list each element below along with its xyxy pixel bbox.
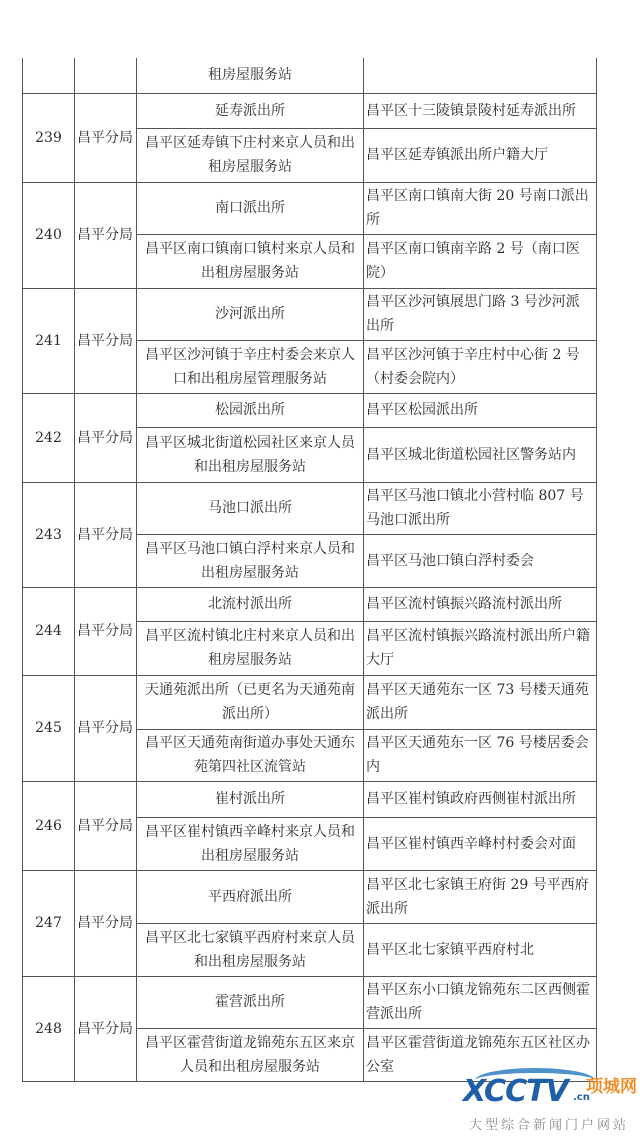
watermark-brand: XCCTV: [463, 1074, 568, 1109]
table-row: [23, 675, 597, 729]
table-row-continuation: [23, 58, 597, 93]
cell-address: 昌平区马池口镇白浮村委会: [364, 534, 597, 587]
cell-address: 昌平区霍营街道龙锦苑东五区社区办公室: [364, 1028, 597, 1081]
cell-address: [364, 58, 597, 93]
cell-bureau: 昌平分局: [75, 482, 137, 587]
cell-address: 昌平区十三陵镇景陵村延寿派出所: [364, 93, 597, 128]
table-row: [23, 976, 597, 1028]
cell-station: 昌平区北七家镇平西府村来京人员和出租房屋服务站: [137, 923, 364, 976]
cell-no: 242: [23, 393, 75, 482]
cell-bureau: 昌平分局: [75, 587, 137, 675]
cell-address: 昌平区松园派出所: [364, 393, 597, 427]
cell-no: 239: [23, 93, 75, 182]
site-watermark-logo: [455, 1062, 640, 1138]
table-row: [23, 182, 597, 234]
cell-address: 昌平区沙河镇展思门路 3 号沙河派出所: [364, 288, 597, 340]
table-row: [23, 93, 597, 128]
cell-bureau: 昌平分局: [75, 393, 137, 482]
cell-bureau: 昌平分局: [75, 288, 137, 393]
cell-station: 崔村派出所: [137, 781, 364, 817]
cell-station: 北流村派出所: [137, 587, 364, 621]
watermark-cn-name: 项城网: [586, 1077, 637, 1097]
table-row: [23, 482, 597, 534]
cell-address: 昌平区延寿镇派出所户籍大厅: [364, 128, 597, 182]
cell-station: 南口派出所: [137, 182, 364, 234]
cell-no: 246: [23, 781, 75, 870]
cell-address: 昌平区马池口镇北小营村临 807 号马池口派出所: [364, 482, 597, 534]
cell-bureau: 昌平分局: [75, 182, 137, 288]
cell-address: 昌平区北七家镇平西府村北: [364, 923, 597, 976]
cell-station: 沙河派出所: [137, 288, 364, 340]
cell-station: 天通苑派出所（已更名为天通苑南派出所）: [137, 675, 364, 729]
police-station-table: [22, 58, 597, 1082]
cell-station: 霍营派出所: [137, 976, 364, 1028]
table-row: [23, 587, 597, 621]
cell-bureau: 昌平分局: [75, 781, 137, 870]
cell-no: 240: [23, 182, 75, 288]
cell-address: 昌平区沙河镇于辛庄村中心街 2 号（村委会院内）: [364, 340, 597, 393]
cell-address: 昌平区南口镇南辛路 2 号（南口医院）: [364, 234, 597, 288]
cell-no: 247: [23, 870, 75, 976]
cell-address: 昌平区城北街道松园社区警务站内: [364, 427, 597, 482]
table-row: [23, 870, 597, 923]
cell-no: 245: [23, 675, 75, 781]
cell-station: 昌平区马池口镇白浮村来京人员和出租房屋服务站: [137, 534, 364, 587]
cell-bureau: [75, 58, 137, 93]
cell-address: 昌平区东小口镇龙锦苑东二区西侧霍营派出所: [364, 976, 597, 1028]
cell-address: 昌平区天通苑东一区 73 号楼天通苑派出所: [364, 675, 597, 729]
cell-station: 昌平区沙河镇于辛庄村委会来京人口和出租房屋管理服务站: [137, 340, 364, 393]
cell-address: 昌平区崔村镇政府西侧崔村派出所: [364, 781, 597, 817]
cell-no: 248: [23, 976, 75, 1081]
cell-bureau: 昌平分局: [75, 675, 137, 781]
watermark-tagline: 大型综合新闻门户网站: [469, 1118, 630, 1133]
table-row: [23, 781, 597, 817]
cell-bureau: 昌平分局: [75, 93, 137, 182]
cell-address: 昌平区南口镇南大街 20 号南口派出所: [364, 182, 597, 234]
cell-station: 昌平区南口镇南口镇村来京人员和出租房屋服务站: [137, 234, 364, 288]
cell-bureau: 昌平分局: [75, 870, 137, 976]
table-row: [23, 393, 597, 427]
cell-station: 昌平区霍营街道龙锦苑东五区来京人员和出租房屋服务站: [137, 1028, 364, 1081]
cell-address: 昌平区北七家镇王府街 29 号平西府派出所: [364, 870, 597, 923]
watermark-tld: .cn: [573, 1092, 590, 1103]
cell-station: 昌平区城北街道松园社区来京人员和出租房屋服务站: [137, 427, 364, 482]
cell-address: 昌平区崔村镇西辛峰村村委会对面: [364, 817, 597, 870]
cell-station: 昌平区延寿镇下庄村来京人员和出租房屋服务站: [137, 128, 364, 182]
cell-address: 昌平区流村镇振兴路流村派出所: [364, 587, 597, 621]
cell-station: 松园派出所: [137, 393, 364, 427]
table-row: [23, 288, 597, 340]
cell-station: 平西府派出所: [137, 870, 364, 923]
cell-bureau: 昌平分局: [75, 976, 137, 1081]
cell-station: 昌平区流村镇北庄村来京人员和出租房屋服务站: [137, 621, 364, 675]
cell-no: [23, 58, 75, 93]
cell-station: 昌平区崔村镇西辛峰村来京人员和出租房屋服务站: [137, 817, 364, 870]
cell-address: 昌平区天通苑东一区 76 号楼居委会内: [364, 729, 597, 781]
cell-station: 租房屋服务站: [137, 58, 364, 93]
cell-station: 昌平区天通苑南街道办事处天通东苑第四社区流管站: [137, 729, 364, 781]
cell-no: 244: [23, 587, 75, 675]
cell-station: 延寿派出所: [137, 93, 364, 128]
cell-no: 241: [23, 288, 75, 393]
cell-station: 马池口派出所: [137, 482, 364, 534]
cell-address: 昌平区流村镇振兴路流村派出所户籍大厅: [364, 621, 597, 675]
cell-no: 243: [23, 482, 75, 587]
